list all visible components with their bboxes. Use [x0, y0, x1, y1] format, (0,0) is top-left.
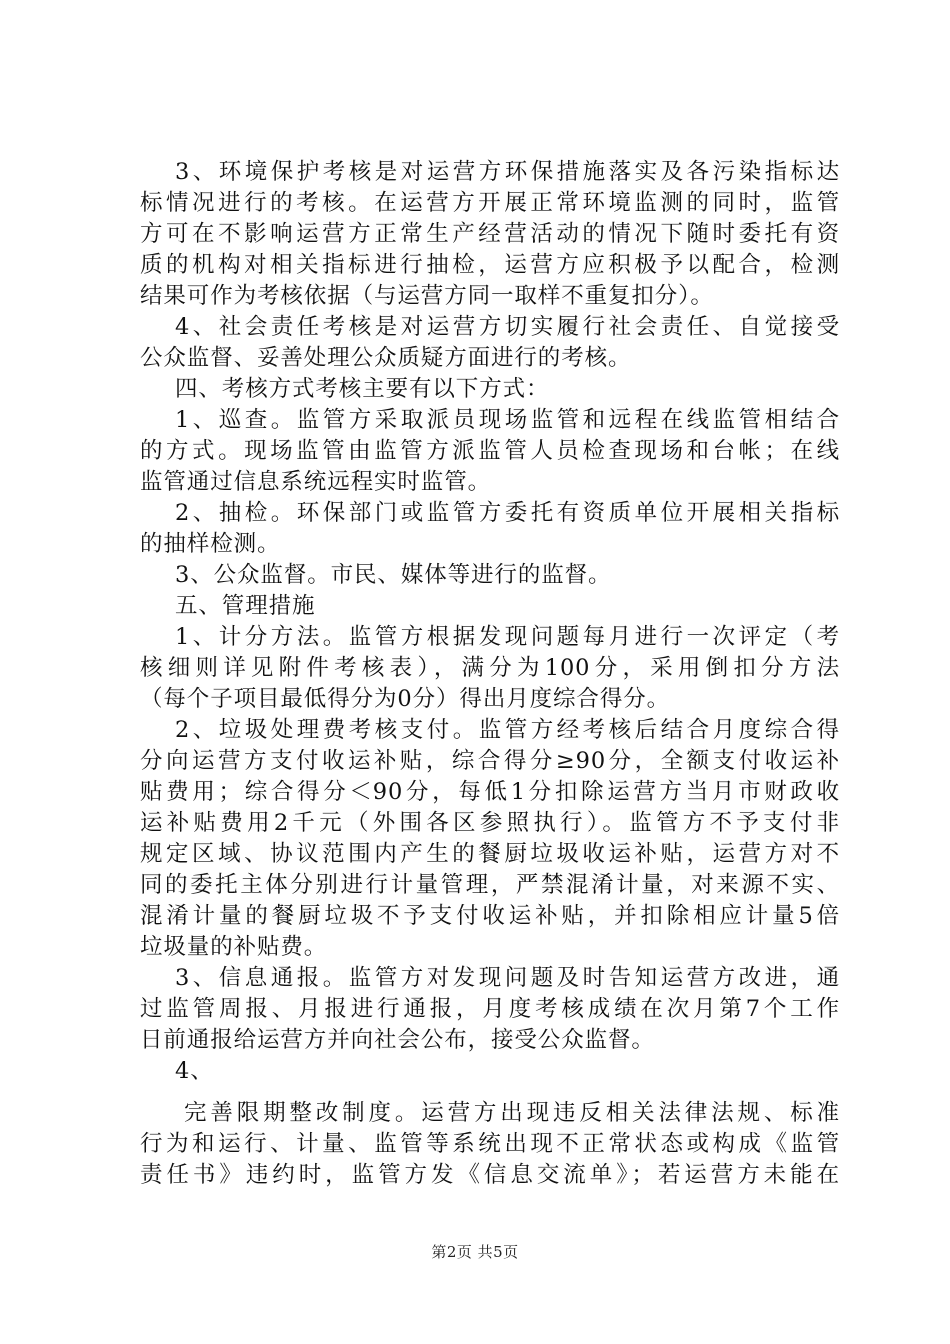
- paragraph-line: 1、计分方法。监管方根据发现问题每月进行一次评定（考: [175, 624, 840, 650]
- paragraph-line: 日前通报给运营方并向社会公布，接受公众监督。: [140, 1027, 655, 1053]
- paragraph-line: 监管通过信息系统远程实时监管。: [140, 469, 492, 495]
- paragraph-line: 混淆计量的餐厨垃圾不予支付收运补贴，并扣除相应计量5倍: [140, 903, 840, 929]
- paragraph-line: 的抽样检测。: [140, 531, 281, 557]
- paragraph-line: 过监管周报、月报进行通报，月度考核成绩在次月第7个工作: [140, 996, 840, 1022]
- document-body: [140, 157, 840, 1191]
- paragraph-line: 3、环境保护考核是对运营方环保措施落实及各污染指标达: [175, 159, 840, 185]
- paragraph-line: （每个子项目最低得分为0分）得出月度综合得分。: [140, 686, 671, 712]
- page-number-footer: 第2页 共5页: [431, 1243, 519, 1261]
- paragraph-line: 结果可作为考核依据（与运营方同一取样不重复扣分）。: [140, 283, 714, 309]
- paragraph-line: 行为和运行、计量、监管等系统出现不正常状态或构成《监管: [140, 1131, 840, 1157]
- paragraph-line: 分向运营方支付收运补贴，综合得分≥90分，全额支付收运补: [140, 748, 840, 774]
- paragraph-line: 1、巡查。监管方采取派员现场监管和远程在线监管相结合: [175, 407, 840, 433]
- paragraph-line: 3、公众监督。市民、媒体等进行的监督。: [175, 562, 612, 588]
- paragraph-line: 标情况进行的考核。在运营方开展正常环境监测的同时，监管: [140, 190, 840, 216]
- paragraph-line: 规定区域、协议范围内产生的餐厨垃圾收运补贴，运营方对不: [140, 841, 840, 867]
- paragraph-line: 垃圾量的补贴费。: [140, 934, 328, 960]
- section-heading: 四、考核方式考核主要有以下方式：: [175, 376, 550, 402]
- paragraph-line: 责任书》违约时，监管方发《信息交流单》；若运营方未能在: [140, 1162, 840, 1188]
- paragraph-line: 方可在不影响运营方正常生产经营活动的情况下随时委托有资: [140, 221, 840, 247]
- paragraph-line: 4、社会责任考核是对运营方切实履行社会责任、自觉接受: [175, 314, 840, 340]
- paragraph-line: 公众监督、妥善处理公众质疑方面进行的考核。: [140, 345, 632, 371]
- paragraph-line: 2、垃圾处理费考核支付。监管方经考核后结合月度综合得: [175, 717, 840, 743]
- paragraph-line: 运补贴费用2千元（外围各区参照执行）。监管方不予支付非: [140, 810, 840, 836]
- paragraph-gap: [140, 1087, 840, 1098]
- paragraph-line: 核细则详见附件考核表），满分为100分，采用倒扣分方法: [140, 655, 840, 681]
- paragraph-line: 质的机构对相关指标进行抽检，运营方应积极予以配合，检测: [140, 252, 840, 278]
- paragraph-line: 2、抽检。环保部门或监管方委托有资质单位开展相关指标: [175, 500, 840, 526]
- list-number: 4、: [175, 1058, 214, 1084]
- paragraph-line: 完善限期整改制度。运营方出现违反相关法律法规、标准: [184, 1100, 840, 1126]
- paragraph-line: 3、信息通报。监管方对发现问题及时告知运营方改进，通: [175, 965, 840, 991]
- paragraph-line: 的方式。现场监管由监管方派监管人员检查现场和台帐；在线: [140, 438, 840, 464]
- paragraph-line: 同的委托主体分别进行计量管理，严禁混淆计量，对来源不实、: [140, 872, 840, 898]
- paragraph-line: 贴费用；综合得分＜90分，每低1分扣除运营方当月市财政收: [140, 779, 840, 805]
- section-heading: 五、管理措施: [175, 593, 316, 619]
